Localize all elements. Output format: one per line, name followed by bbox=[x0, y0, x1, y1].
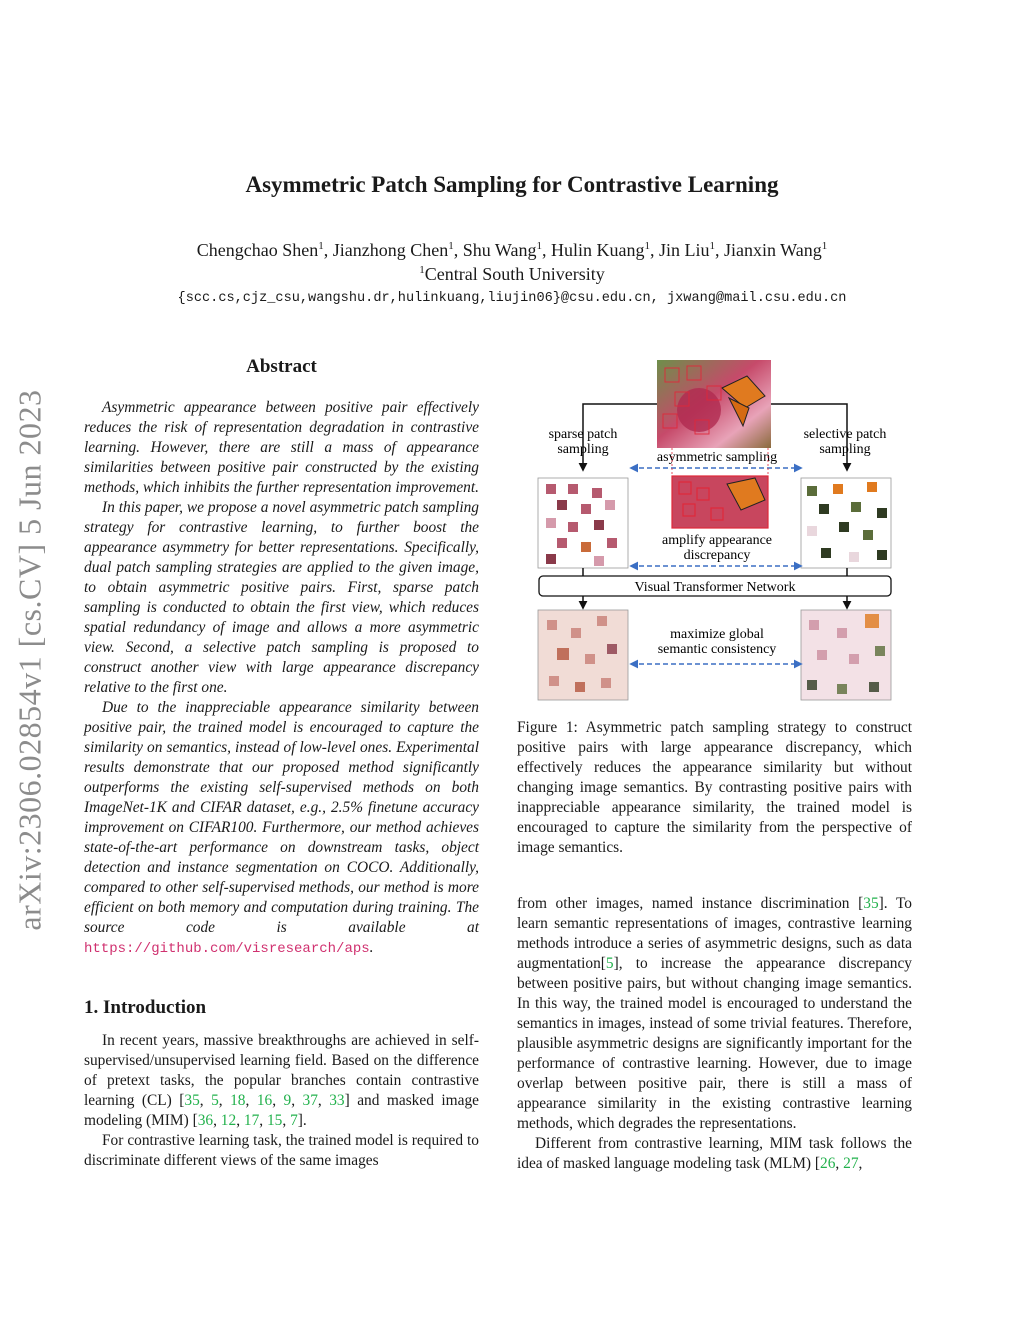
label-maximize: maximize global bbox=[670, 627, 764, 642]
citation-link[interactable]: 35 bbox=[184, 1092, 200, 1109]
selective-view bbox=[801, 478, 891, 568]
citation-link[interactable]: 26 bbox=[820, 1155, 836, 1172]
intro-paragraph: For contrastive learning task, the trained model is required to discriminate different views of the same images bbox=[84, 1132, 479, 1169]
author-name: Jianxin Wang bbox=[724, 240, 822, 260]
label-vtn: Visual Transformer Network bbox=[634, 580, 796, 595]
citation-link[interactable]: 37 bbox=[302, 1092, 318, 1109]
citation-link[interactable]: 5 bbox=[605, 955, 614, 972]
intro-paragraph: In recent years, massive breakthroughs are achieved in self-supervised/unsupervised learning field. Based on the difference of pretext tasks, the popular branches contain contrastive learning (CL) [35, 5, 18, 16, 9, 37, 33] and masked image modeling (MIM) [36, 12, 17, 15, 7]. bbox=[84, 1032, 479, 1129]
abstract-paragraph: In this paper, we propose a novel asymmetric patch sampling strategy for contrastive learning, to further boost the appearance asymmetry for better representations. Specifically, dual patch sampling strategies are applied to the given image, to obtain asymmetric positive pairs. First, sparse patch sampling is conducted to obtain the first view, which reduces spatial redundancy of image and allows a more asymmetric view. Second, a selective patch sampling is proposed to construct another view with large appearance discrepancy relative to the first one. bbox=[84, 499, 479, 696]
svg-text:semantic consistency: semantic consistency bbox=[657, 642, 777, 657]
author-name: Jianzhong Chen bbox=[332, 240, 449, 260]
author-emails: {scc.cs,cjz_csu,wangshu.dr,hulinkuang,liujin06}@csu.edu.cn, jxwang@mail.csu.edu.cn bbox=[177, 291, 847, 306]
citation-link[interactable]: 36 bbox=[197, 1112, 214, 1129]
output-view-left bbox=[538, 610, 628, 700]
author-name: Shu Wang bbox=[462, 240, 537, 260]
svg-text:sampling: sampling bbox=[819, 442, 871, 457]
paper-title: Asymmetric Patch Sampling for Contrastive Learning bbox=[245, 172, 779, 197]
citation-link[interactable]: 5 bbox=[211, 1092, 219, 1109]
citation-link[interactable]: 16 bbox=[256, 1092, 273, 1109]
affiliation: $^1$Central South University bbox=[419, 264, 605, 284]
arxiv-stamp bbox=[10, 360, 50, 960]
citation-link[interactable]: 18 bbox=[230, 1092, 246, 1109]
citation-link[interactable]: 9 bbox=[283, 1092, 292, 1109]
citation-link[interactable]: 12 bbox=[220, 1112, 237, 1129]
overlap-image bbox=[672, 476, 768, 528]
figure-caption: Figure 1: Asymmetric patch sampling strategy to construct positive pairs with large appearance discrepancy, which effectively reduces the appearance similarity but without changing image semantics. By contrasting positive pairs with inappreciable appearance similarity, the trained model is encouraged to capture the similarity from the perspective of image semantics. bbox=[517, 719, 912, 856]
section-heading-introduction: 1. Introduction bbox=[84, 997, 207, 1018]
figure-1 bbox=[537, 358, 894, 703]
author-name: Hulin Kuang bbox=[550, 240, 645, 260]
label-selective-sampling: selective patch bbox=[803, 427, 887, 442]
right-column bbox=[517, 894, 912, 1174]
abstract-heading: Abstract bbox=[246, 356, 317, 377]
label-asymmetric-sampling: asymmetric sampling bbox=[656, 450, 778, 465]
author-name: Chengchao Shen bbox=[196, 240, 319, 260]
abstract-paragraph: Asymmetric appearance between positive pair effectively reduces the risk of representation degradation in contrastive learning. However, there are still a mass of appearance similarities between positive pair constructed by the existing methods, which inhibits the further representation improvement. bbox=[84, 399, 479, 496]
body-paragraph: Different from contrastive learning, MIM task follows the idea of masked language modeling task (MLM) [26, 27, bbox=[517, 1135, 912, 1172]
original-image bbox=[657, 360, 771, 448]
body-paragraph: from other images, named instance discrimination [35]. To learn semantic representations of images, contrastive learning methods introduce a series of asymmetric designs, such as data augmentation[5], to increase the appearance discrepancy between positive pairs, but without changing image semantics. In this way, the trained model is encouraged to understand the semantics in images, instead of some trivial features. Therefore, plausible asymmetric designs are significantly important for the performance of contrastive learning. However, due to image overlap between positive pair, there is still a mass of appearance similarity in the existing contrastive learning methods, which degrades the representations. bbox=[517, 895, 912, 1132]
left-column bbox=[84, 356, 479, 1171]
author-list: Chengchao Shen$^1$, Jianzhong Chen$^1$, Shu Wang$^1$, Hulin Kuang$^1$, Jin Liu$^1$, Jianxin Wang$^1$ bbox=[196, 240, 828, 260]
abstract-paragraph: Due to the inappreciable appearance similarity between positive pair, the trained model is encouraged to capture the similarity on semantics, instead of low-level ones. Experimental results demonstrate that our proposed method significantly outperforms the existing self-supervised methods on both ImageNet-1K and CIFAR dataset, e.g., 2.5% finetune accuracy improvement on CIFAR100. Furthermore, our method achieves state-of-the-art performance on downstream tasks, object detection and instance segmentation on COCO. Additionally, compared to other self-supervised methods, our method is more efficient on both memory and computation during training. The source code is available at https://github.com/visresearch/aps. bbox=[84, 699, 479, 957]
citation-link[interactable]: 35 bbox=[863, 895, 879, 912]
arxiv-stamp-text: arXiv:2306.02854v1 [cs.CV] 5 Jun 2023 bbox=[11, 389, 48, 931]
source-code-link[interactable]: https://github.com/visresearch/aps bbox=[84, 941, 370, 957]
citation-link[interactable]: 27 bbox=[843, 1155, 859, 1172]
citation-link[interactable]: 15 bbox=[266, 1112, 283, 1129]
author-name: Jin Liu bbox=[658, 240, 710, 260]
output-view-right bbox=[801, 610, 891, 700]
label-sparse-sampling: sparse patch bbox=[548, 427, 618, 442]
label-amplify: amplify appearance bbox=[662, 533, 772, 548]
citation-link[interactable]: 17 bbox=[243, 1112, 260, 1129]
svg-text:discrepancy: discrepancy bbox=[683, 548, 751, 563]
citation-link[interactable]: 33 bbox=[329, 1092, 345, 1109]
citation-link[interactable]: 7 bbox=[290, 1112, 298, 1129]
sparse-view bbox=[538, 478, 628, 568]
svg-text:sampling: sampling bbox=[557, 442, 609, 457]
